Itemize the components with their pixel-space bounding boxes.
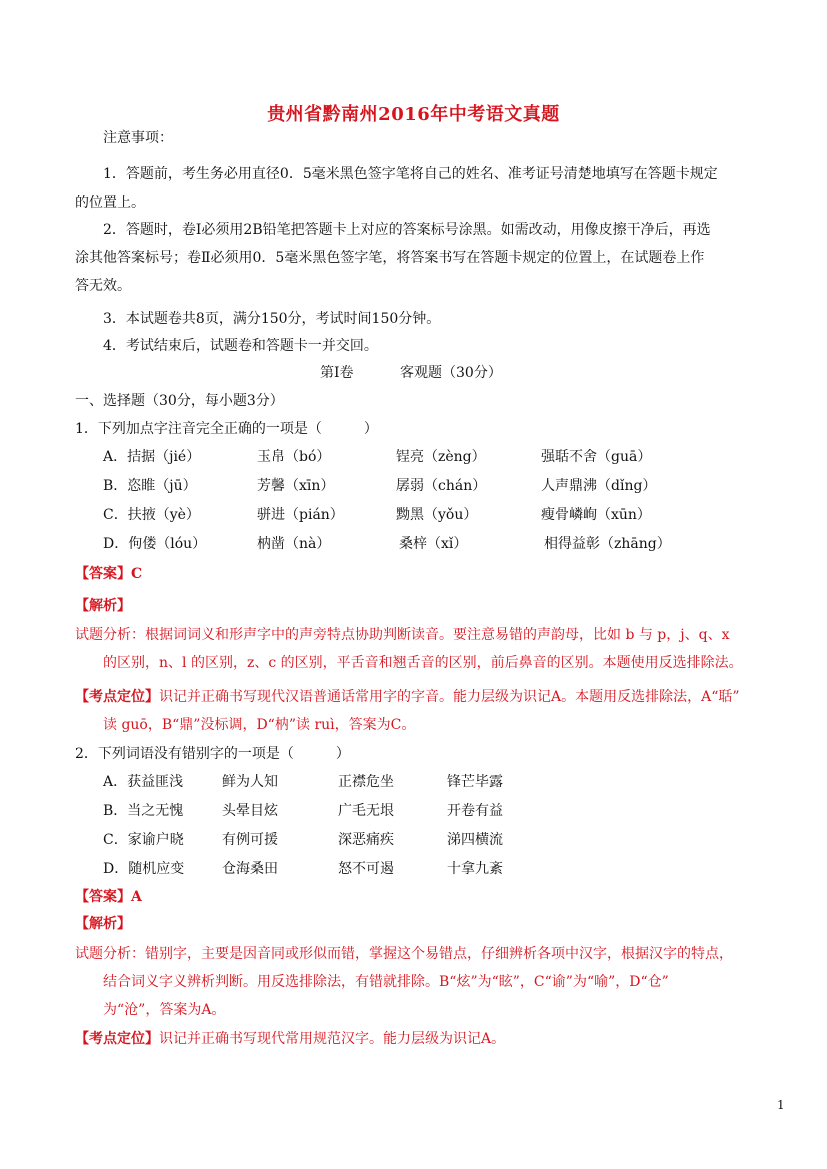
q1-answer: 【答案】C [75, 566, 143, 582]
q2-kaodian-label: 【考点定位】 [75, 1031, 159, 1047]
q2-option-a-2: 鲜为人知 [222, 774, 278, 790]
section-name: 客观题（30分） [400, 365, 502, 381]
q1-option-b-2: 芳馨（xīn） [257, 478, 335, 494]
question-1-stem: 1．下列加点字注音完全正确的一项是（ ） [75, 421, 378, 437]
question-2-stem: 2．下列词语没有错别字的一项是（ ） [75, 746, 350, 762]
notice-item-1: 1．答题前，考生务必用直径0．5毫米黑色签字笔将自己的姓名、准考证号清楚地填写在答题卡规定 [103, 166, 718, 182]
q2-option-b-4: 开卷有益 [447, 803, 503, 819]
q2-option-a-3: 正襟危坐 [338, 774, 394, 790]
notice-item-2: 2．答题时，卷Ⅰ必须用2B铅笔把答题卡上对应的答案标号涂黑。如需改动，用像皮擦干净后，再选 [103, 222, 711, 238]
q1-analysis-text-1: 试题分析：根据词词义和形声字中的声旁特点协助判断读音。要注意易错的声韵母，比如 b 与 p，j、q、x [75, 627, 730, 643]
q2-option-a-4: 锋芒毕露 [447, 774, 503, 790]
notice-item-1-cont: 的位置上。 [75, 195, 145, 211]
q2-option-b-2: 头晕目炫 [222, 803, 278, 819]
q1-option-a-2: 玉帛（bó） [257, 449, 331, 465]
notice-item-3: 3．本试题卷共8页，满分150分，考试时间150分钟。 [103, 311, 441, 327]
q1-option-d-4: 相得益彰（zhāng） [544, 536, 671, 552]
q1-kaodian-text-2: 读 guō，B“鼎”没标调，D“枘”读 ruì，答案为C。 [103, 717, 416, 733]
q1-option-a-1: A．拮据（jié） [103, 449, 201, 465]
q2-option-b-1: B．当之无愧 [103, 803, 184, 819]
q2-option-d-2: 仓海桑田 [222, 861, 278, 877]
q2-option-a-1: A．获益匪浅 [103, 774, 184, 790]
notice-item-2-end: 答无效。 [75, 278, 131, 294]
q2-option-d-3: 怒不可遏 [338, 861, 394, 877]
q2-analysis-label: 【解析】 [75, 916, 131, 932]
notice-heading: 注意事项： [103, 130, 173, 146]
q1-analysis-text-2: 的区别，n、l 的区别，z、c 的区别，平舌音和翘舌音的区别，前后鼻音的区别。本题使用反选排除法。 [103, 655, 743, 671]
q2-option-c-2: 有例可援 [222, 832, 278, 848]
q1-option-d-3: 桑梓（xǐ） [399, 536, 468, 552]
q1-option-a-3: 锃亮（zèng） [396, 449, 486, 465]
q1-kaodian-label: 【考点定位】 [75, 689, 159, 705]
q1-option-b-3: 孱弱（chán） [396, 478, 487, 494]
page-title: 贵州省黔南州2016年中考语文真题 [267, 104, 560, 125]
part-heading: 一、选择题（30分，每小题3分） [75, 393, 284, 409]
q2-option-d-1: D．随机应变 [103, 861, 185, 877]
notice-item-2-cont: 涂其他答案标号；卷Ⅱ必须用0．5毫米黑色签字笔，将答案书写在答题卡规定的位置上，在试题卷上作 [75, 250, 705, 266]
section-label: 第Ⅰ卷 [320, 365, 354, 381]
q2-analysis-text-3: 为“沧”，答案为A。 [103, 1002, 226, 1018]
q1-option-d-1: D．佝偻（lóu） [103, 536, 207, 552]
q1-option-c-3: 黝黑（yǒu） [396, 507, 478, 523]
q1-analysis-label: 【解析】 [75, 598, 131, 614]
q1-kaodian-text-1: 识记并正确书写现代汉语普通话常用字的字音。能力层级为识记A。本题用反选排除法，A“聒” [159, 689, 740, 705]
q2-option-d-4: 十拿九紊 [447, 861, 503, 877]
q2-option-c-4: 涕四横流 [447, 832, 503, 848]
q1-option-d-2: 枘凿（nà） [243, 536, 331, 552]
q2-answer: 【答案】A [75, 889, 142, 905]
q1-option-c-2: 骈进（pián） [257, 507, 344, 523]
page-number: 1 [777, 1098, 785, 1112]
q1-option-c-1: C．扶掖（yè） [103, 507, 200, 523]
notice-item-4: 4．考试结束后，试题卷和答题卡一并交回。 [103, 338, 378, 354]
q1-option-a-4: 强聒不舍（guā） [541, 449, 652, 465]
q2-option-c-1: C．家谕户晓 [103, 832, 184, 848]
q1-option-b-1: B．恣睢（jū） [103, 478, 197, 494]
q2-analysis-text-1: 试题分析：错别字，主要是因音同或形似而错，掌握这个易错点，仔细辨析各项中汉字，根据汉字的特点， [75, 946, 733, 962]
q1-option-c-4: 瘦骨嶙峋（xūn） [541, 507, 651, 523]
q2-option-c-3: 深恶痛疾 [338, 832, 394, 848]
q2-option-b-3: 广毛无垠 [338, 803, 394, 819]
q1-option-b-4: 人声鼎沸（dǐng） [541, 478, 657, 494]
q2-kaodian-text-1: 识记并正确书写现代常用规范汉字。能力层级为识记A。 [159, 1031, 506, 1047]
q2-analysis-text-2: 结合词义字义辨析判断。用反选排除法，有错就排除。B“炫”为“眩”，C“谕”为“喻”，D“仓” [103, 974, 669, 990]
